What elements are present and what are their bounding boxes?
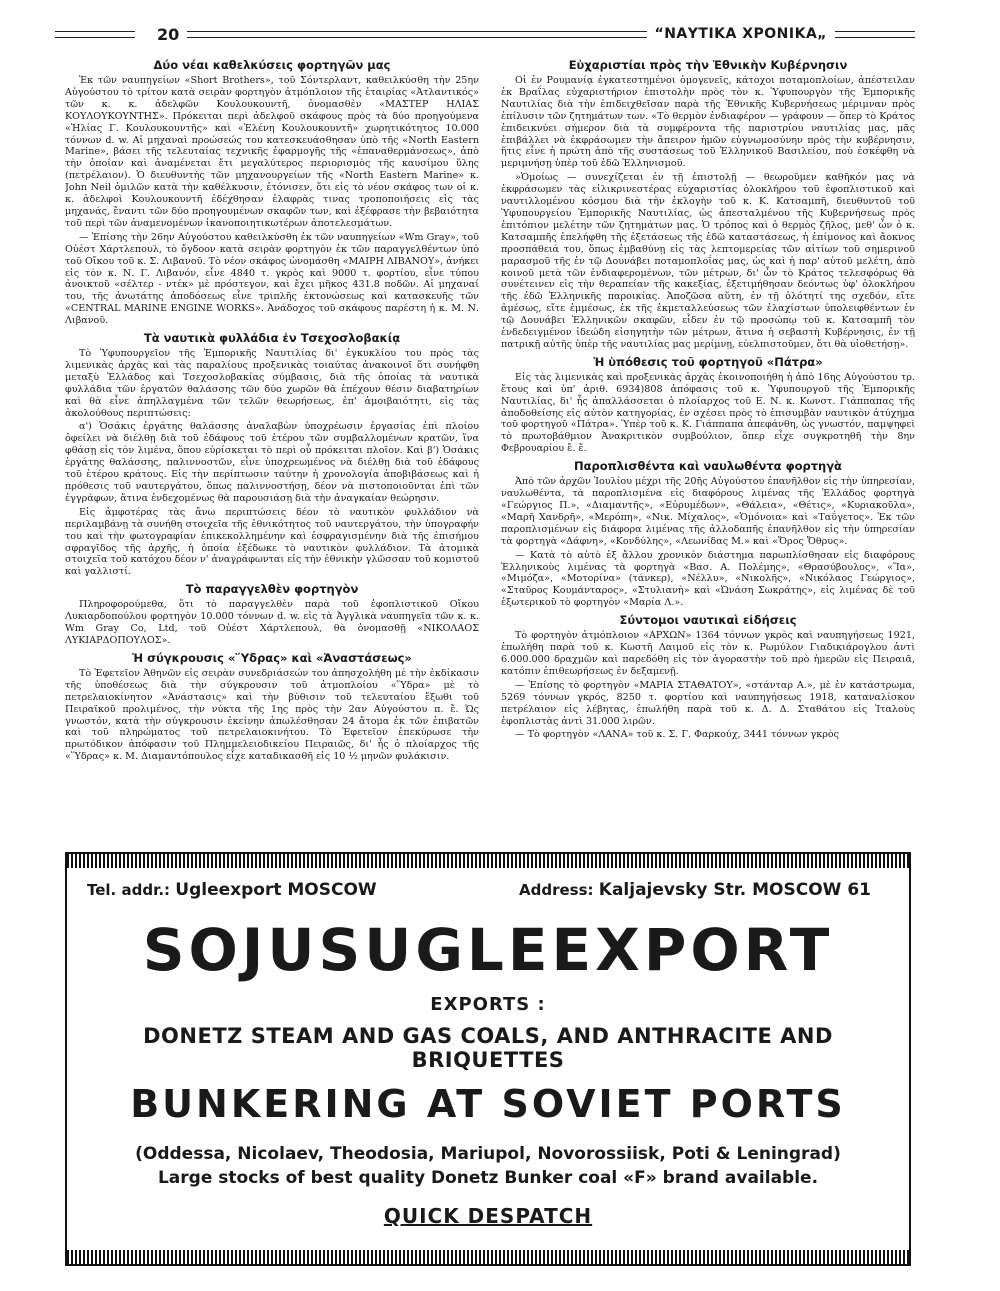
ad-bunkering: BUNKERING AT SOVIET PORTS (130, 1082, 846, 1126)
section-title: Σύντομοι ναυτικαὶ εἰδήσεις (619, 613, 797, 628)
article-paragraph: »Ὁμοίως — συνεχίζεται ἐν τῇ ἐπιστολῇ — θεωροῦμεν καθῆκόν μας νὰ ἐκφράσωμεν τὰς εἰλικρινεστέρας εὐχαριστίας ὁλοκλήρου τοῦ ἐφοπλιστικοῦ καὶ ναυτιλλομένου κόσμου διὰ τὴν ἐκλογὴν τοῦ κ. Κ. Κατσαμπῆ, διευθυντοῦ τοῦ Ὑφυπουργείου Ἐμπορικῆς Ναυτιλίας, ὡς ἀπεσταλμένου τῆς Κυβερνήσεως πρὸς ἐπιτόπιον μελέτην τῶν ζητημάτων μας. Ὁ τρόπος καὶ ὁ θερμὸς ζῆλος, μεθ' ὧν ὁ κ. Κατσαμπῆς ἐπελήφθη τῆς ἐξετάσεως τῆς ἐδῶ καταστάσεως, ἡ ἐπίμονος καὶ ἄοκνος προσπάθειά του, ὅπως ἐμβαθύνῃ εἰς τὰς λεπτομερείας τῶν αἰτίων τοῦ σημερινοῦ μαρασμοῦ τῆς ἐν τῷ Δουνάβει ποταμοπλοΐας μας, ὡς καὶ ἡ παρ' αὐτοῦ μελέτη, ἀπὸ κοινοῦ μετὰ τῶν ἐνδιαφερομένων, τῶν μέτρων, δι' ὧν τὸ Κράτος τελεσφόρως θὰ συνέτεινεν εἰς τὴν θεραπείαν τῆς κακεξίας, ἐξετιμήθησαν δεόντως ὑφ' ὁλοκλήρου τῆς ἐδῶ Ἑλληνικῆς παροικίας. Ἀποζῶσα αὕτη, ἐν τῇ ὁλότητί της σχεδόν, εἴτε ἀμέσως, εἴτε ἐμμέσως, ἐκ τῆς ἐκμεταλλεύσεως τῶν ἐλαχίστων ὑπολειφθέντων ἐν τῷ Δουνάβει Ἑλληνικῶν σκαφῶν, εἶδεν ἐν τῷ προσώπῳ τοῦ κ. Κατσαμπῆ τὸν ἐνδεδειγμένον ἰδεώδη εἰσηγητὴν τῶν μέτρων, ἅτινα ἡ σεβαστὴ Κυβέρνησις, ἐν τῇ πατρικῇ αὐτῆς ὑπὲρ τῆς ναυτιλίας μας μερίμνῃ, εὐελπιστοῦμεν, ὅτι θὰ υἱοθετήσῃ». (501, 172, 915, 350)
ad-products: DONETZ STEAM AND GAS COALS, AND ANTHRACITE AND BRIQUETTES (143, 1024, 833, 1072)
ad-ports-list: (Oddessa, Nicolaev, Theodosia, Mariupol, Novorossiisk, Poti & Leningrad) (135, 1144, 841, 1164)
article-paragraph: Οἱ ἐν Ρουμανίᾳ ἐγκατεστημένοι ὁμογενεῖς, κάτοχοι ποταμοπλοίων, ἀπέστειλαν ἐκ Βραΐλας εὐχαριστήριον ἐπιστολὴν πρὸς τὸν κ. Ὑφυπουργὸν τῆς Ἐμπορικῆς Ναυτιλίας διὰ τὴν ἐπιδειχθεῖσαν παρὰ τῆς Ἐθνικῆς Κυβερνήσεως μέριμναν πρὸς ἐπίλυσιν τῶν ζητημάτων των. «Τὸ θερμὸν ἐνδιαφέρον — γράφουν — ὅπερ τὸ Κράτος ἐπιδεικνύει σήμερον διὰ τὰ συμφέροντα τῆς παριστρίου ναυτιλίας μας, μᾶς ἐπιβάλλει νὰ ἐκφράσωμεν τὴν ἄπειρον ἡμῶν εὐγνωμοσύνην πρὸς τὴν κυβέρνησιν, ἥτις εἶνε ἡ πρώτη ἀπὸ τῆς συστάσεως τοῦ Ἑλληνικοῦ Βασιλείου, ποὺ ἐσκέφθη νὰ μεριμνήσῃ ὑπὲρ τοῦ ἐδῶ Ἑλληνισμοῦ. (501, 75, 915, 170)
article-paragraph: Εἰς τὰς λιμενικὰς καὶ προξενικὰς ἀρχὰς ἐκοινοποιήθη ἡ ἀπὸ 16ης Αὐγούστου τρ. ἔτους καὶ ὑπ' ἀριθ. 6934)808 ἀπόφασις τοῦ κ. Ὑφυπουργοῦ τῆς Ἐμπορικῆς Ναυτιλίας, δι' ἧς ἀπαλλάσσεται ὁ πλοίαρχος τοῦ Ε. Ν. κ. Κωνστ. Γιάππαπας τῆς ἀποδοθείσης εἰς αὐτὸν κατηγορίας, ἐν σχέσει πρὸς τὸ ἐπισυμβὰν ναυτικὸν ἀτύχημα τοῦ φορτηγοῦ «Πάτρα». Ὑπὲρ τοῦ κ. Κ. Γιάππαπα ἀπεφάνθη, ὡς γνωστόν, παμψηφεὶ τὸ πρωτοβάθμιον Ἀνακριτικὸν συμβούλιον, ὅπερ εἶχε συγκροτηθῆ τὴν 8ην Φεβρουαρίου ἔ. ἔ. (501, 371, 915, 455)
ad-tel-label: Tel. addr.: (87, 881, 171, 899)
publication-title: “ΝΑΥΤΙΚΑ ΧΡΟΝΙΚΑ„ (654, 26, 827, 42)
ad-brand-name: SOJUSUGLEEXPORT (142, 916, 834, 984)
ad-address-label: Address: (519, 881, 594, 899)
ad-quick-despatch: QUICK DESPATCH (383, 1204, 593, 1228)
left-column (65, 54, 479, 844)
ad-telegraphic-address (87, 880, 377, 900)
page-header (55, 20, 915, 48)
article-paragraph: — Ἐπίσης τὸ φορτηγὸν «ΜΑΡΙΑ ΣΤΑΘΑΤΟΥ», «στάνταρ Α.», μὲ ἐν κατάστρωμα, 5269 τόννων γκρός, 8250 τ. φορτίου καὶ ναυπηγήσεως 1918, καταναλίσκον πετρέλαιον εἰς λέβητας, ἐπωλήθη παρὰ τοῦ κ. Δ. Δ. Σταθάτου εἰς Ἰταλοὺς ἐφοπλιστὰς ἀντὶ 31.000 λιρῶν. (501, 679, 915, 727)
section-title: Παροπλισθέντα καὶ ναυλωθέντα φορτηγὰ (574, 459, 842, 474)
advertisement-box (65, 852, 911, 1266)
header-rule-left (55, 31, 135, 38)
page-number: 20 (157, 24, 180, 44)
article-paragraph: — Ἐπίσης τὴν 26ην Αὐγούστου καθειλκύσθη ἐκ τῶν ναυπηγείων «Wm Gray», τοῦ Οὐέστ Χάρτλεπουλ, τὸ ὄγδοον κατὰ σειρὰν φορτηγὸν ἐκ τῶν παραγγελθέντων ὑπὸ τοῦ Οἴκου τοῦ κ. Σ. Λιβανοῦ. Τὸ νέον σκάφος ὠνομάσθη «ΜΑΙΡΗ ΛΙΒΑΝΟΥ», ἀνήκει εἰς τὸν κ. Ν. Γ. Λιβανόν, εἶνε 4840 τ. γκρὸς καὶ 9000 τ. φορτίου, εἶνε τύπου ἀνοικτοῦ «σέλτερ - ντέκ» μὲ πρόστεγον, καὶ ἔχει μῆκος 431.8 ποδῶν. Αἱ μηχαναί του, τῆς ἀνωτάτης ἀποδόσεως εἶνε τριπλῆς ἐκτονώσεως καὶ κατασκευῆς τῶν «CENTRAL MARINE ENGINE WORKS». Ἀνάδοχος τοῦ σκάφους παρέστη ἡ κ. Μ. Ν. Λιβανοῦ. (65, 231, 479, 327)
article-paragraph: Ἐκ τῶν ναυπηγείων «Short Brothers», τοῦ Σόντερλαντ, καθειλκύσθη τὴν 25ην Αὐγούστου τὸ τρίτον κατὰ σειρὰν φορτηγὸν ἀτμόπλοιον τῆς ἑταιρίας «Ἀτλαντικός» τῶν κ. κ. ἀδελφῶν Κουλουκουντῆ, ὀνομασθὲν «ΜΑΣΤΕΡ ΗΛΙΑΣ ΚΟΥΛΟΥΚΟΥΝΤΗΣ». Πρόκειται περὶ ἀδελφοῦ σκάφους πρὸς τὰ δύο προηγούμενα «Ἠλίας Γ. Κουλουκουντῆς» καὶ «Ἑλένη Κουλουκουντῆ» χωρητικότητος 10.000 τόννων d. w. Αἱ μηχαναὶ προώσεώς του κατεσκευάσθησαν ὑπὸ τῆς «North Eastern Marine», βάσει τῆς τελευταίας τεχνικῆς ἐφαρμογῆς τῆς «ἐπαναθερμάνσεως», ἀπὸ τὴν ὁποίαν καὶ ἀναμένεται ἔτι μεγαλύτερος περιορισμὸς τῆς καυσίμου ὕλης (πετρέλαιον). Ὁ διευθυντὴς τῶν μηχανουργείων τῆς «North Eastern Marine» κ. John Neil ὁμιλῶν κατὰ τὴν καθέλκυσιν, ἐτόνισεν, ὅτι εἰς τὸ νέον σκάφος των οἱ κ. κ. ἀδελφοὶ Κουλουκουντῆ ἐδέχθησαν ἐλαφρὰς τινας τροποποιήσεις εἰς τὰς μηχανάς, ἔναντι τῶν δύο προηγουμένων σκαφῶν των, καὶ ἐξέφρασε τὴν βεβαιότητα τοῦ περὶ τῶν ἀναμενομένων ἱκανοποιητικωτέρων ἀποτελεσμάτων. (65, 75, 479, 229)
article-paragraph: Τὸ Ἐφετεῖον Ἀθηνῶν εἰς σειρὰν συνεδριάσεών του ἀπησχολήθη μὲ τὴν ἐκδίκασιν τῆς ὑποθέσεως διὰ τὴν σύγκρουσιν τοῦ ἀτμοπλοίου «Ὕδρα» μὲ τὸ πετρελαιοκίνητον «Ἀνάστασις» καὶ τὴν βύθισιν τοῦ τελευταίου ἔξωθι τοῦ Πειραϊκοῦ προλιμένος, τὴν νύκτα τῆς 1ης πρὸς τὴν 2αν Αὐγούστου π. ἔ. Ὡς γνωστόν, κατὰ τὴν σύγκρουσιν ἐκείνην ἀπωλέσθησαν 24 ἄτομα ἐκ τῶν ἐπιβατῶν καὶ τοῦ πληρώματος τοῦ πετρελαιοκινήτου. Τὸ Ἐφετεῖον ἐπεκύρωσε τὴν πρωτόδικον ἀπόφασιν τοῦ Πλημμελειοδικείου Πειραιῶς, δι' ἧς ὁ πλοίαρχος τῆς «Ὕδρας» κ. Μ. Διαμαντόπουλος εἶχε καταδικασθῆ εἰς 10 ½ μηνῶν φυλάκισιν. (65, 667, 479, 763)
section-title: Τὸ παραγγελθὲν φορτηγὸν (185, 582, 359, 597)
article-paragraph: Τὸ φορτηγὸν ἀτμόπλοιον «ΑΡΧΩΝ» 1364 τόννων γκρὸς καὶ ναυπηγήσεως 1921, ἐπωλήθη παρὰ τοῦ κ. Κωστῆ Λαιμοῦ εἰς τὸν κ. Ρωμύλον Γιαδικιάρογλου ἀντὶ 6.000.000 δραχμῶν καὶ παρεδόθη εἰς τὸν ἀγοραστὴν τοῦ πρὸ ἡμερῶν εἰς Πειραιᾶ, κατόπιν ἐπιθεωρήσεως ἐν δεξαμενῇ. (501, 630, 915, 677)
section-title: Τὰ ναυτικὰ φυλλάδια ἐν Τσεχοσλοβακίᾳ (143, 331, 401, 346)
ad-stocks: Large stocks of best quality Donetz Bunker coal «F» brand available. (157, 1168, 819, 1188)
article-paragraph: Τὸ Ὑφυπουργεῖον τῆς Ἐμπορικῆς Ναυτιλίας δι' ἐγκυκλίου του πρὸς τὰς λιμενικὰς ἀρχὰς καὶ τὰς παραλίους προξενικὰς τοιαύτας ἀνακοινοῖ ὅτι συνήφθη μεταξὺ Ἑλλάδος καὶ Τσεχοσλοβακίας σύμβασις, διὰ τῆς ὁποίας τὰ ναυτικὰ φυλλάδια τῶν ἐργατῶν θαλάσσης τῶν δύο χωρῶν θὰ ἐπέχουν θέσιν διαβατηρίων καὶ θὰ εἶνε ἀπηλλαγμένα τῶν τελῶν θεωρήσεως, ἐπ' ἀμοιβαιότητι, εἰς τὰς ἀκολούθους περιπτώσεις: (65, 348, 479, 419)
right-column (501, 54, 915, 844)
header-rule-right (835, 31, 915, 38)
article-columns (65, 54, 915, 844)
ad-address-value: Kaljajevsky Str. MOSCOW 61 (598, 880, 871, 900)
article-paragraph: α') Ὁσάκις ἐργάτης θαλάσσης ἀναλαβὼν ὑποχρέωσιν ἐργασίας ἐπὶ πλοίου ὀφείλει νὰ διέλθῃ διὰ τοῦ ἐδάφους τοῦ ἑτέρου τῶν συμβαλλομένων κρατῶν, ἵνα φθάσῃ εἰς τὸν λιμένα, ὅπου εὑρίσκεται τὸ περὶ οὗ πρόκειται πλοῖον. Καὶ β') Ὁσάκις ἐργάτης θαλάσσης, παλιννοστῶν, εἶνε ὑποχρεωμένος νὰ διέλθῃ διὰ τοῦ ἐδάφους τοῦ ἑτέρου κράτους. Εἰς τὴν περίπτωσιν ταύτην ἡ χρονολογία ἀποβιβάσεως καὶ ἡ πρόθεσις τοῦ ναυτεργάτου, ὅπως παλιννοστήσῃ, δέον νὰ πιστοποιοῦνται ἐπὶ τῶν ἐγγράφων, ἅτινα ἐνδεχομένως θὰ παρουσιάσῃ διὰ τὴν ἀναγκαίαν θεώρησιν. (65, 421, 479, 504)
header-rule-middle (187, 31, 646, 38)
newspaper-page (55, 20, 915, 1270)
article-paragraph: Εἰς ἀμφοτέρας τὰς ἄνω περιπτώσεις δέον τὸ ναυτικὸν φυλλάδιον νὰ περιλαμβάνῃ τὰ συνήθη στοιχεῖα τῆς ἐθνικότητος τοῦ ναυτεργάτου, τὴν ὑπογραφήν του καὶ τὴν φωτογραφίαν ἐπικεκολλημένην καὶ ἐσφραγισμένην διὰ τῆς ἐπισήμου σφραγῖδος τῆς ἀρχῆς, ἡ ὁποία ἐξέδωκε τὸ ναυτικὸν φυλλάδιον. Τὰ ἀτομικὰ στοιχεῖα τοῦ κατόχου δέον ν' ἀναγράφωνται εἰς τὴν ἐθνικὴν γλῶσσαν τοῦ κομιστοῦ καὶ γαλλιστί. (65, 506, 479, 578)
article-paragraph: Πληροφορούμεθα, ὅτι τὸ παραγγελθὲν παρὰ τοῦ ἐφοπλιστικοῦ Οἴκου Λυκιαρδοπούλου φορτηγὸν 10.000 τόννων d. w. εἰς τὰ Ἀγγλικὰ ναυπηγεῖα τῶν κ. κ. Wm Gray Co, Ltd, τοῦ Οὐέστ Χάρτλεπουλ, θὰ ὀνομασθῇ «ΝΙΚΟΛΑΟΣ ΛΥΚΙΑΡΔΟΠΟΥΛΟΣ». (65, 599, 479, 646)
section-title: Δύο νέαι καθελκύσεις φορτηγῶν μας (153, 58, 391, 72)
article-paragraph: — Κατὰ τὸ αὐτὸ ἐξ ἄλλου χρονικὸν διάστημα παρωπλίσθησαν εἰς διαφόρους Ἑλληνικοὺς λιμένας τὰ φορτηγὰ «Βασ. Α. Πολέμης», «Θρασύβουλος», «Ἴα», «Μιμόζα», «Μοτορίνα» (τάνκερ), «Νέλλυ», «Νικολῆς», «Νικόλαος Γεώργιος», «Σταῦρος Κουμάνταρος», «Στυλιανὴ» καὶ «Ὠνάση Σωκράτης», εἰς λιμένας δὲ τοῦ ἐξωτερικοῦ τὸ φορτηγὸν «Μαρία Λ.». (501, 549, 915, 609)
ad-border-bottom (67, 1250, 909, 1264)
article-paragraph: — Τὸ φορτηγὸν «ΛΑΝΑ» τοῦ κ. Σ. Γ. Φαρκούχ, 3441 τόννων γκρὸς (515, 729, 840, 741)
section-title: Ἡ σύγκρουσις «Ὕδρας» καὶ «Ἀναστάσεως» (132, 650, 412, 665)
section-title: Εὐχαριστίαι πρὸς τὴν Ἐθνικὴν Κυβέρνησιν (568, 58, 848, 72)
ad-border-top (67, 854, 909, 868)
ad-exports-heading: EXPORTS : (430, 994, 546, 1015)
ad-postal-address (519, 880, 871, 900)
article-paragraph: Ἀπὸ τῶν ἀρχῶν Ἰουλίου μέχρι τῆς 20ῆς Αὐγούστου ἐπανῆλθον εἰς τὴν ὑπηρεσίαν, ναυλωθέντα, τὰ παροπλισμένα εἰς διαφόρους λιμένας τῆς Ἑλλάδος φορτηγὰ «Γεώργιος Π.», «Διαμαντῆς», «Εὐρυμέδων», «Θάλεια», «Θέτις», «Κυριακοῦλα», «Μαρῆ Χανδρῆ», «Μερόπη», «Νικ. Μίχαλος», «Ὁμόνοια» καὶ «Ταΰγετος». Ἐκ τῶν παροπλισμένων εἰς διάφορα λιμένας τῆς ἀλλοδαπῆς ἐπανῆλθον εἰς τὴν ὑπηρεσίαν τὰ φορτηγὰ «Δάφνη», «Κονδύλης», «Λεωνίδας Μ.» καὶ «Ὄρος Ὄθρυς». (501, 476, 915, 547)
ad-tel-value: Ugleexport MOSCOW (175, 880, 377, 900)
section-title: Ἡ ὑπόθεσις τοῦ φορτηγοῦ «Πάτρα» (593, 354, 823, 369)
